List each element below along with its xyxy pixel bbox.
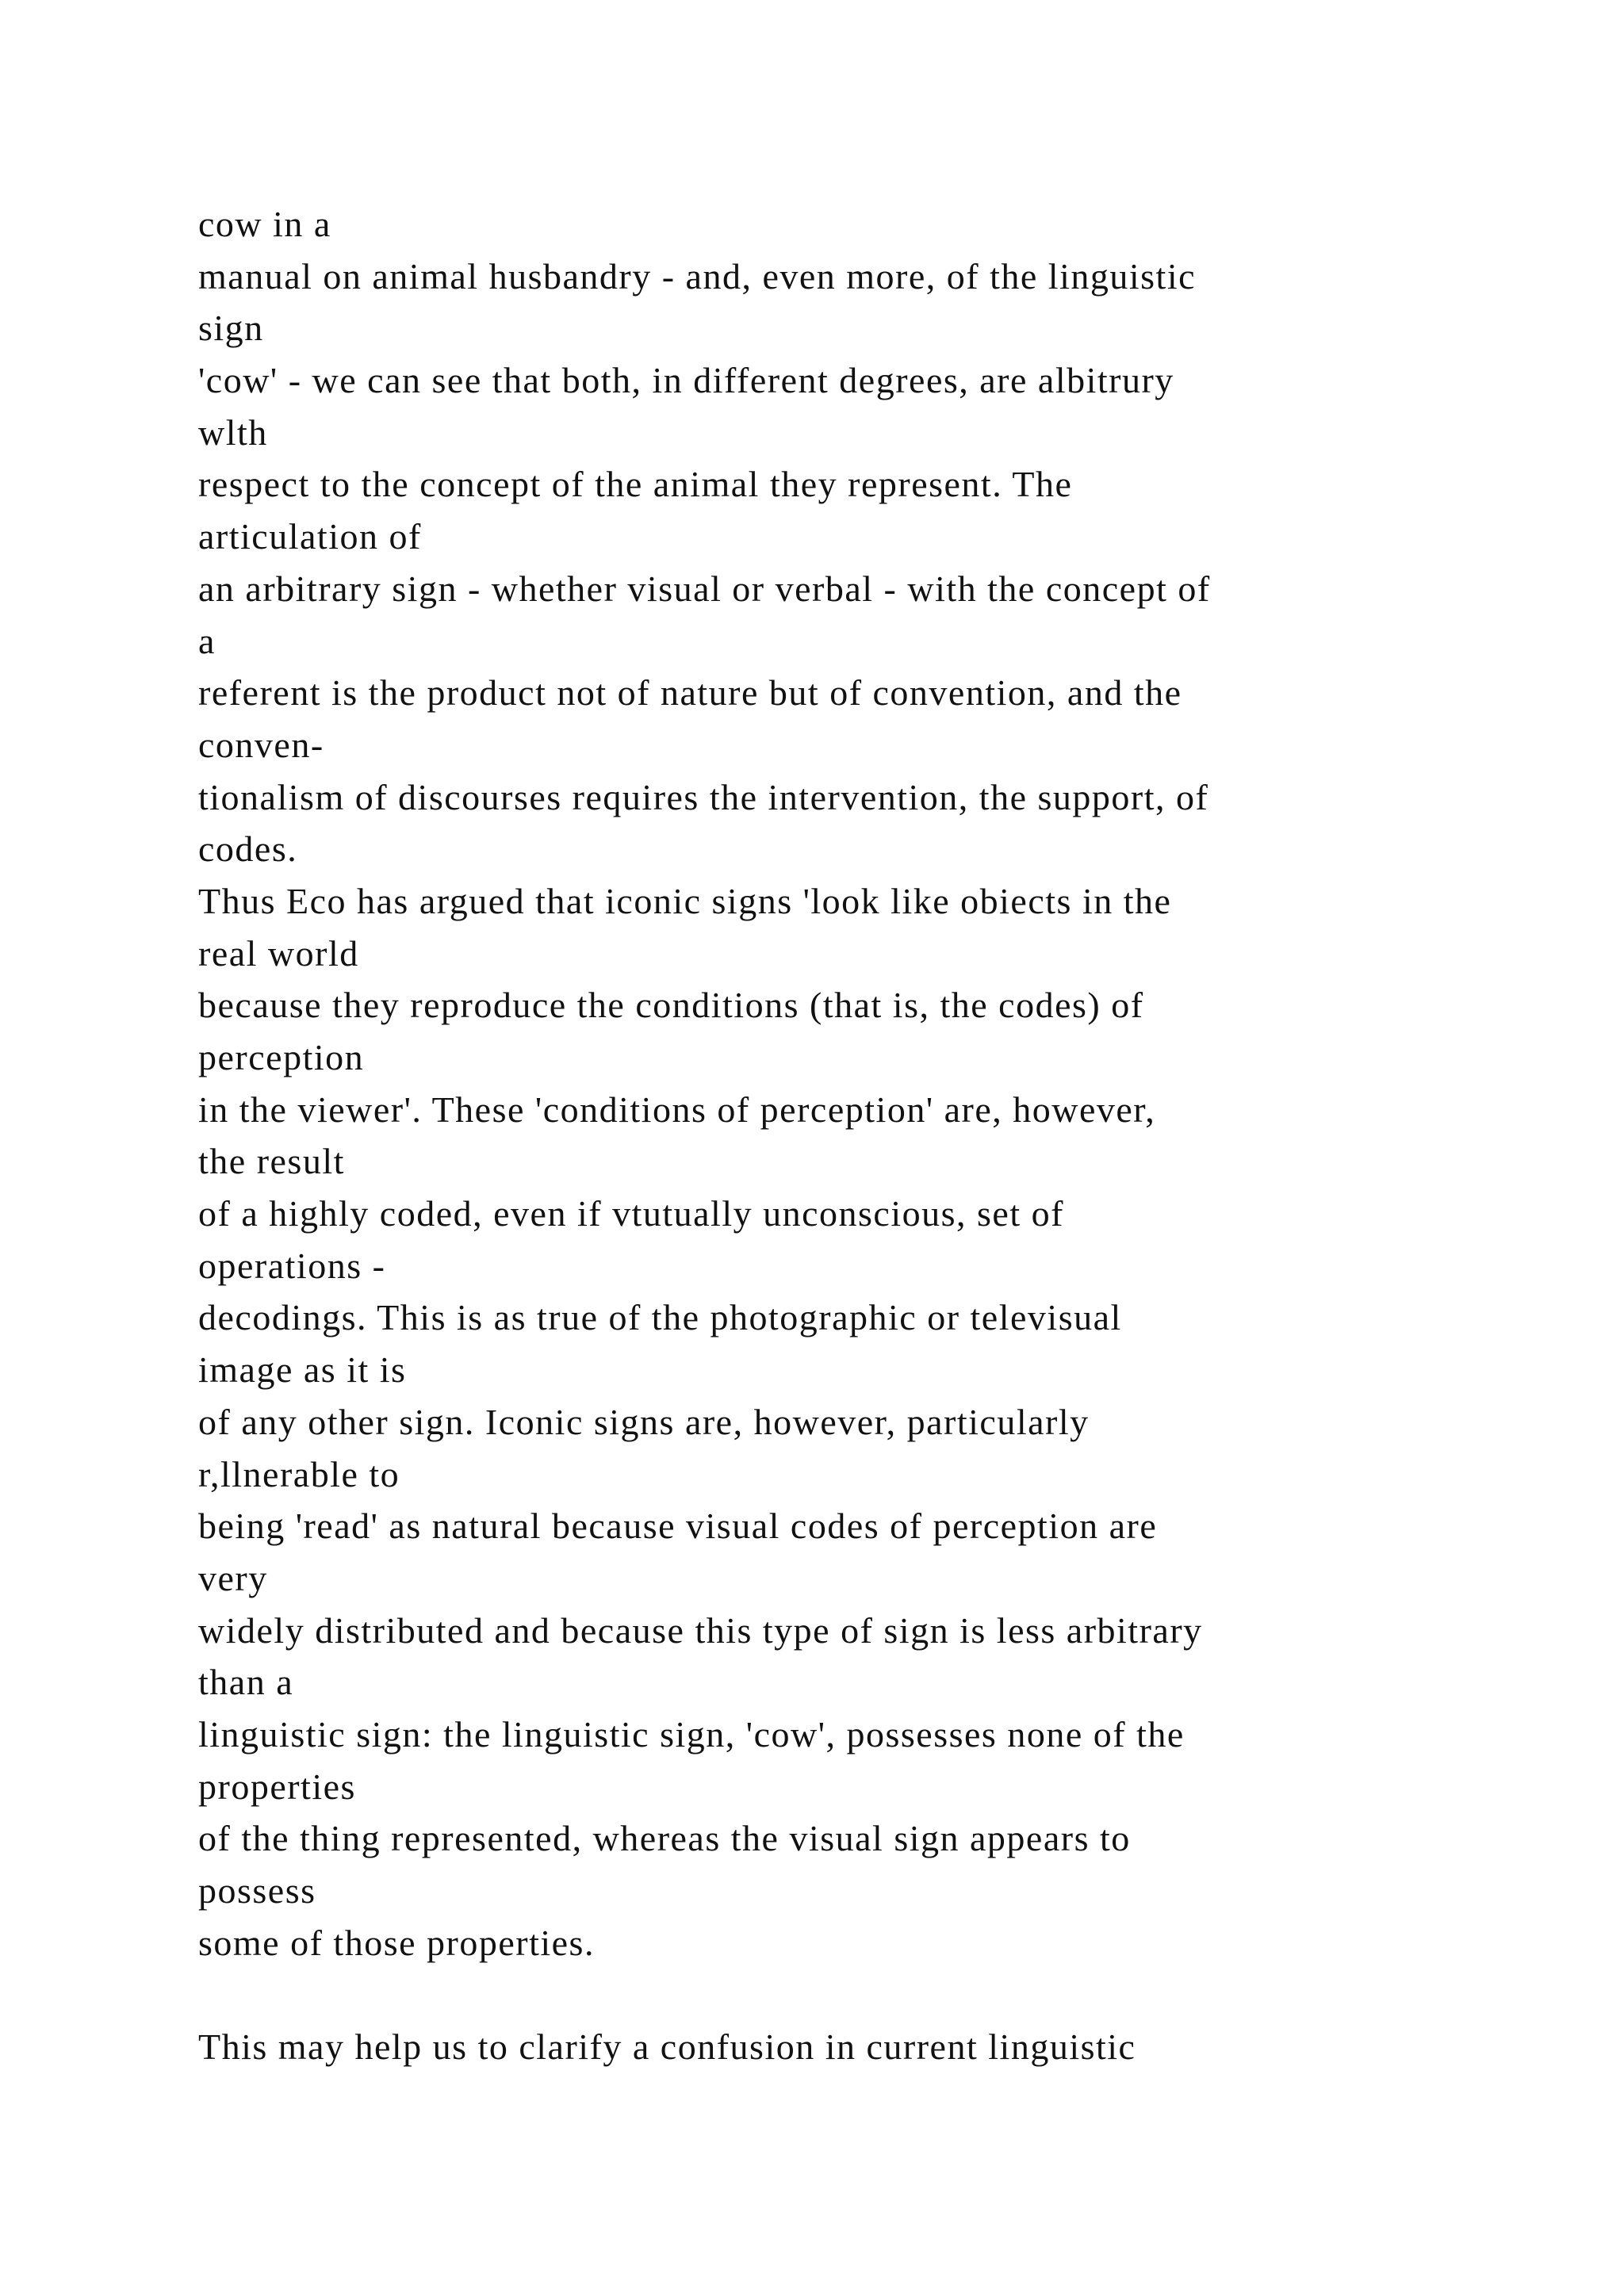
text-line: sign: [198, 308, 264, 349]
text-line: of the thing represented, whereas the visual sign appears to: [198, 1818, 1131, 1859]
text-line: cow in a: [198, 204, 331, 244]
text-line: properties: [198, 1766, 356, 1807]
text-line: linguistic sign: the linguistic sign, 'cow', possesses none of the: [198, 1713, 1185, 1755]
text-line: Thus Eco has argued that iconic signs 'look like obiects in the: [198, 880, 1172, 921]
text-line: than a: [198, 1662, 294, 1703]
text-line: codes.: [198, 828, 298, 870]
body-text: [198, 198, 1499, 2073]
text-line: possess: [198, 1870, 316, 1911]
text-line: very: [198, 1557, 268, 1598]
text-line: operations -: [198, 1245, 386, 1286]
text-line: real world: [198, 932, 359, 974]
text-line: articulation of: [198, 516, 422, 557]
text-line: tionalism of discourses requires the intervention, the support, of: [198, 776, 1209, 817]
text-line: wlth: [198, 411, 268, 453]
text-line: being 'read' as natural because visual codes of perception are: [198, 1506, 1158, 1547]
text-line: an arbitrary sign - whether visual or verbal - with the concept of: [198, 568, 1211, 609]
text-line: conven-: [198, 724, 324, 765]
text-line: widely distributed and because this type of sign is less arbitrary: [198, 1609, 1203, 1651]
text-line: perception: [198, 1037, 365, 1077]
text-line: image as it is: [198, 1349, 407, 1391]
text-line: decodings. This is as true of the photographic or televisual: [198, 1297, 1122, 1338]
text-line: of any other sign. Iconic signs are, however, particularly: [198, 1401, 1090, 1442]
text-line: some of those properties.: [198, 1922, 595, 1963]
paragraph-break: [198, 1969, 1499, 2021]
text-line: a: [198, 620, 216, 661]
text-line: referent is the product not of nature but of convention, and the: [198, 672, 1182, 714]
text-line: of a highly coded, even if vtutually unconscious, set of: [198, 1193, 1064, 1234]
text-line: manual on animal husbandry - and, even more, of the linguistic: [198, 255, 1197, 297]
paragraph-first-line: This may help us to clarify a confusion in current linguistic: [198, 2026, 1136, 2068]
text-line: r,llnerable to: [198, 1453, 400, 1494]
text-line: the result: [198, 1141, 345, 1182]
text-line: 'cow' - we can see that both, in different degrees, are albitrury: [198, 360, 1174, 401]
text-line: in the viewer'. These 'conditions of perception' are, however,: [198, 1089, 1156, 1130]
text-line: respect to the concept of the animal they represent. The: [198, 464, 1073, 505]
text-line: because they reproduce the conditions (that is, the codes) of: [198, 985, 1144, 1026]
